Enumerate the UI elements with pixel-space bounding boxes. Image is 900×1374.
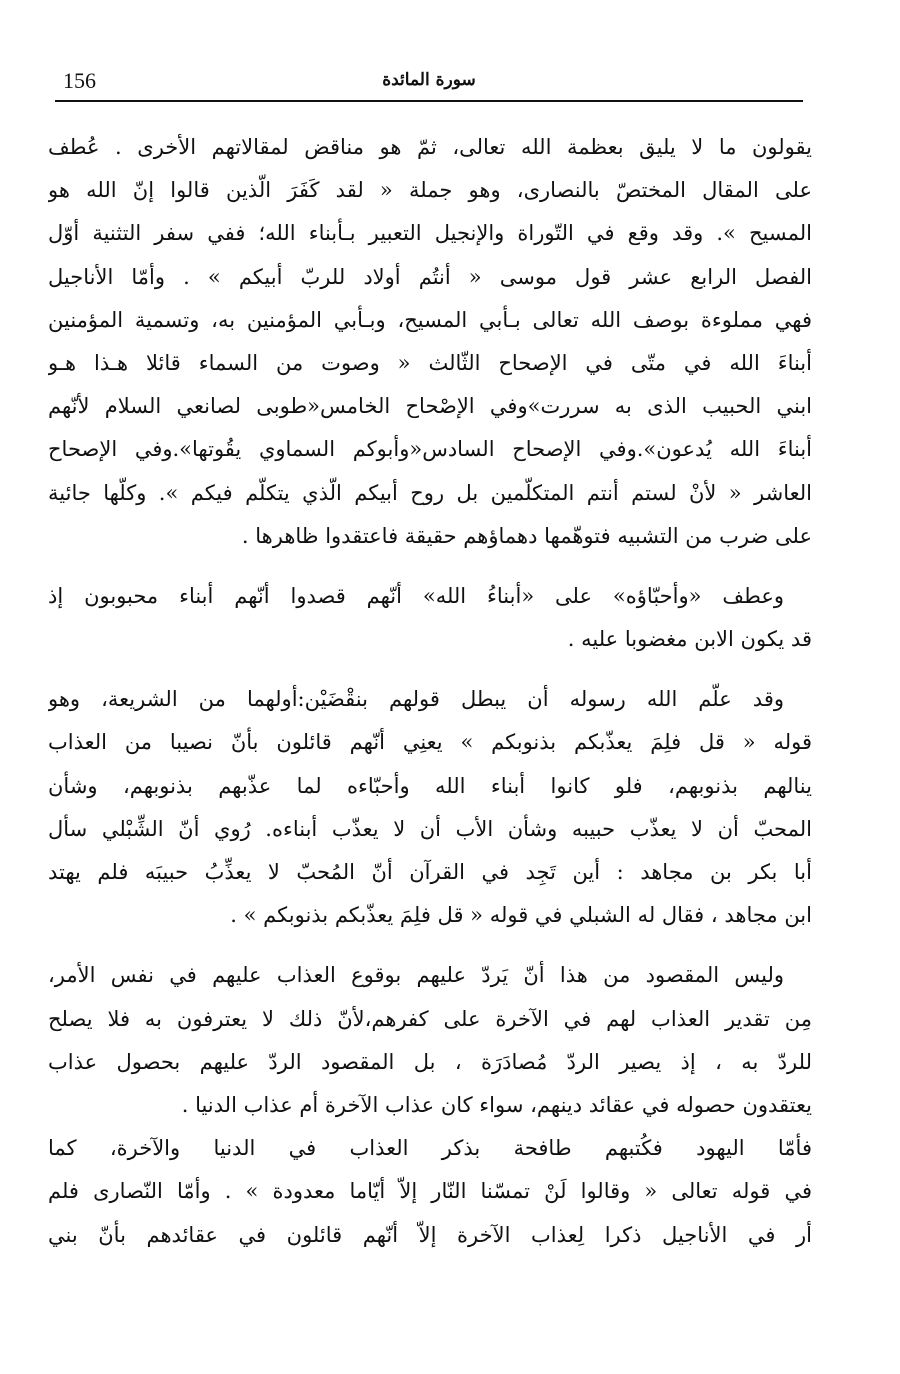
text-line: في قوله تعالى « وقالوا لَنْ تمسّنا النّار إلاّ أيّاما معدودة » . وأمّا النّصارى فلم	[48, 1179, 812, 1204]
text-line: قد يكون الابن مغضوبا عليه .	[567, 627, 812, 652]
text-line: ابن مجاهد ، فقال له الشبلي في قوله « قل فلِمَ يعذّبكم بذنوبكم » .	[230, 903, 812, 928]
text-line: يعتقدون حصوله في عقائد دينهم، سواء كان عذاب الآخرة أم عذاب الدنيا .	[181, 1092, 812, 1117]
text-line: أبناءَ الله في متّى في الإصحاح الثّالث « وصوت من السماء قائلا هـذا هـو	[48, 350, 812, 375]
page-number: 156	[63, 68, 96, 93]
text-line: المحبّ أن لا يعذّب حبيبه وشأن الأب أن لا يعذّب أبناءه. رُوي أنّ الشِّبْلي سأل	[48, 816, 812, 841]
text-line: أر في الأناجيل ذكرا لِعذاب الآخرة إلاّ أنّهم قائلون في عقائدهم بأنّ بني	[48, 1222, 812, 1247]
text-line: فأمّا اليهود فكُتبهم طافحة بذكر العذاب في الدنيا والآخرة، كما	[48, 1136, 812, 1161]
paragraph	[48, 126, 812, 558]
text-line: أبناءَ الله يُدعون».وفي الإصحاح السادس«وأبوكم السماوي يقُوتها».وفي الإصحاح	[48, 437, 812, 462]
paragraph	[48, 678, 812, 937]
body-text	[48, 126, 812, 1257]
text-line: ابني الحبيب الذى به سررت»وفي الإصْحاح الخامس«طوبى لصانعي السلام لأنّهم	[48, 394, 812, 419]
text-line: يقولون ما لا يليق بعظمة الله تعالى، ثمّ هو مناقض لمقالاتهم الأخرى . عُطف	[48, 135, 812, 159]
text-line: للردّ به ، إذ يصير الردّ مُصادَرَة ، بل المقصود الردّ عليهم بحصول عذاب	[48, 1049, 812, 1074]
text-line: المسيح ». وقد وقع في التّوراة والإنجيل التعبير بـأبناء الله؛ ففي سفر التثنية أوّل	[48, 221, 812, 246]
text-line: الفصل الرابع عشر قول موسى « أنتُم أولاد للربّ أبيكم » . وأمّا الأناجيل	[48, 264, 812, 289]
header-rule	[55, 100, 803, 102]
paragraph	[48, 575, 812, 661]
text-line: قوله « قل فلِمَ يعذّبكم بذنوبكم » يعنِي أنّهم قائلون بأنّ نصيبا من العذاب	[48, 730, 812, 755]
text-line: وليس المقصود من هذا أنّ يَردّ عليهم بوقوع العذاب عليهم في نفس الأمر،	[48, 963, 784, 988]
text-line: على المقال المختصّ بالنصارى، وهو جملة « لقد كَفَرَ الّذين قالوا إنّ الله هو	[48, 178, 812, 203]
text-line: أبا بكر بن مجاهد : أين تَجِد في القرآن أنّ المُحبّ لا يعذِّبُ حبيبَه فلم يهتد	[48, 860, 812, 884]
running-head-surah-title: سورة المائدة	[382, 70, 476, 90]
text-line: مِن تقدير العذاب لهم في الآخرة على كفرهم،لأنّ ذلك لا يعترفون به فلا يصلح	[48, 1006, 812, 1031]
text-line: وقد علّم الله رسوله أن يبطل قولهم بنقْضَيْن:أولهما من الشريعة، وهو	[48, 687, 784, 712]
page-header	[55, 62, 803, 102]
text-line: وعطف «وأحبّاؤه» على «أبناءُ الله» أنّهم قصدوا أنّهم أبناء محبوبون إذ	[48, 583, 784, 608]
paragraph	[48, 954, 812, 1256]
text-line: على ضرب من التشبيه فتوهّمها دهماؤهم حقيقة فاعتقدوا ظاهرها .	[241, 523, 812, 548]
text-line: ينالهم بذنوبهم، فلو كانوا أبناء الله وأحبّاءه لما عذّبهم بذنوبهم، وشأن	[48, 773, 812, 798]
text-line: العاشر « لأنْ لستم أنتم المتكلّمين بل روح أبيكم الّذي يتكلّم فيكم ». وكلّها جائية	[48, 480, 812, 505]
text-line: فهي مملوءة بوصف الله تعالى بـأبي المسيح، وبـأبي المؤمنين به، وتسمية المؤمنين	[48, 307, 812, 332]
